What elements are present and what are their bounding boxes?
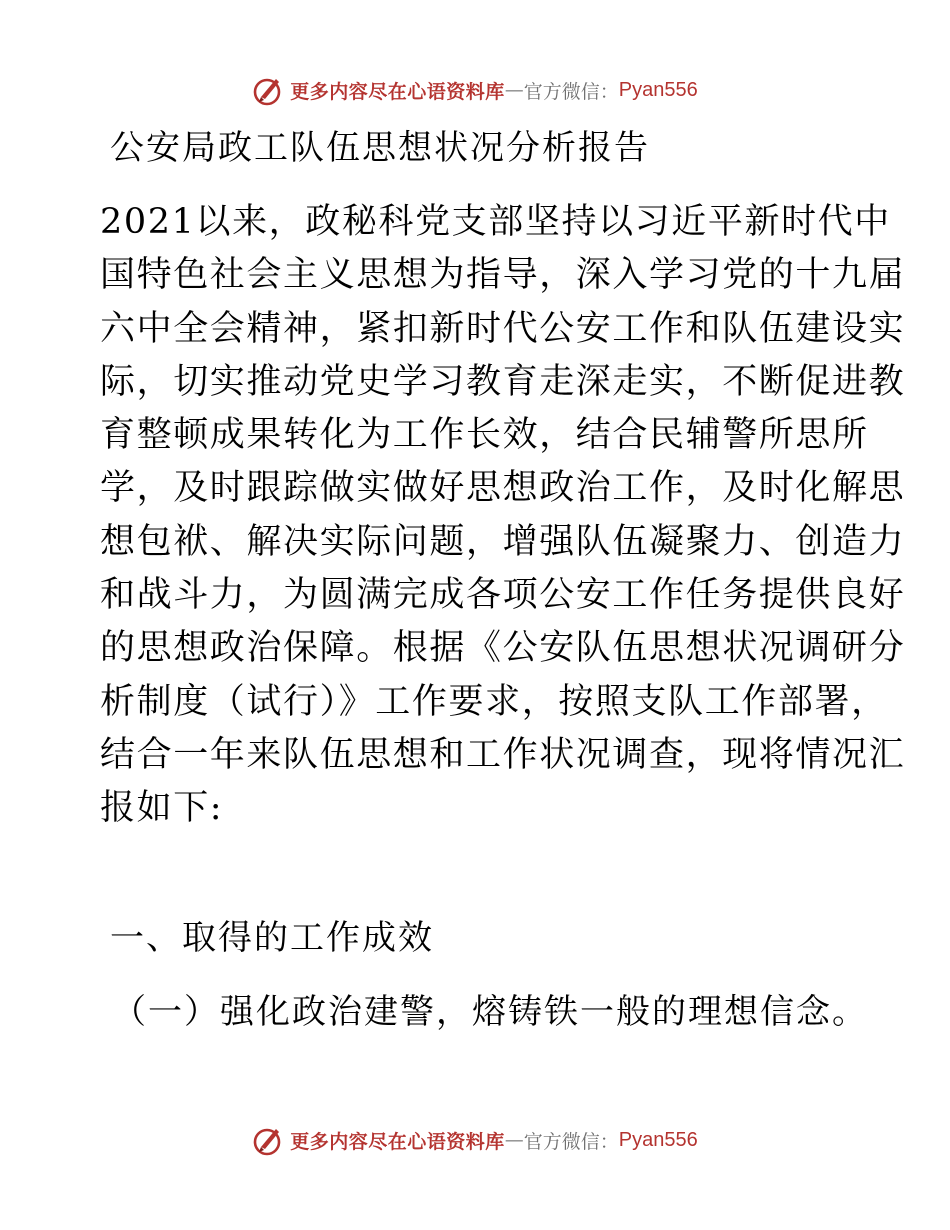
paragraph-line: 报如下: — [100, 788, 224, 829]
paragraph-line: 和战斗力，为圆满完成各项公安工作任务提供良好 — [100, 575, 906, 616]
paragraph-line: 2021以来，政秘科党支部坚持以习近平新时代中 — [100, 202, 891, 242]
watermark-brand-text: 更多内容尽在心语资料库 — [290, 1130, 505, 1153]
document-title: 公安局政工队伍思想状况分析报告 — [110, 128, 650, 168]
watermark-dash: — — [504, 1129, 524, 1151]
paragraph-line: 析制度（试行）》工作要求，按照支队工作部署， — [100, 681, 888, 722]
paragraph-line: 的思想政治保障。根据《公安队伍思想状况调研分 — [100, 628, 906, 669]
body-paragraph — [100, 196, 906, 836]
watermark-account: Pyan556 — [618, 78, 698, 101]
watermark-account: Pyan556 — [618, 1128, 698, 1151]
quill-pen-icon — [252, 73, 286, 107]
footer-watermark — [0, 1122, 950, 1158]
section-heading: 一、取得的工作成效 — [110, 918, 434, 958]
paragraph-line: 六中全会精神，紧扣新时代公安工作和队伍建设实 — [100, 308, 906, 349]
paragraph-line: 际，切实推动党史学习教育走深走实，不断促进教 — [100, 361, 906, 402]
paragraph-line: 结合一年来队伍思想和工作状况调查，现将情况汇 — [100, 734, 906, 775]
watermark-label: 官方微信： — [523, 80, 619, 103]
subsection-heading: （一）强化政治建警，熔铸铁一般的理想信念。 — [112, 992, 868, 1032]
watermark-brand-text: 更多内容尽在心语资料库 — [290, 80, 505, 103]
header-watermark — [0, 72, 950, 108]
paragraph-line: 学，及时跟踪做实做好思想政治工作，及时化解思 — [100, 468, 906, 509]
paragraph-line: 想包袱、解决实际问题，增强队伍凝聚力、创造力 — [100, 521, 906, 562]
paragraph-line: 国特色社会主义思想为指导，深入学习党的十九届 — [100, 255, 906, 296]
quill-pen-icon — [252, 1123, 286, 1157]
watermark-dash: — — [504, 79, 524, 101]
paragraph-line: 育整顿成果转化为工作长效，结合民辅警所思所 — [100, 415, 869, 456]
watermark-label: 官方微信： — [523, 1130, 619, 1153]
